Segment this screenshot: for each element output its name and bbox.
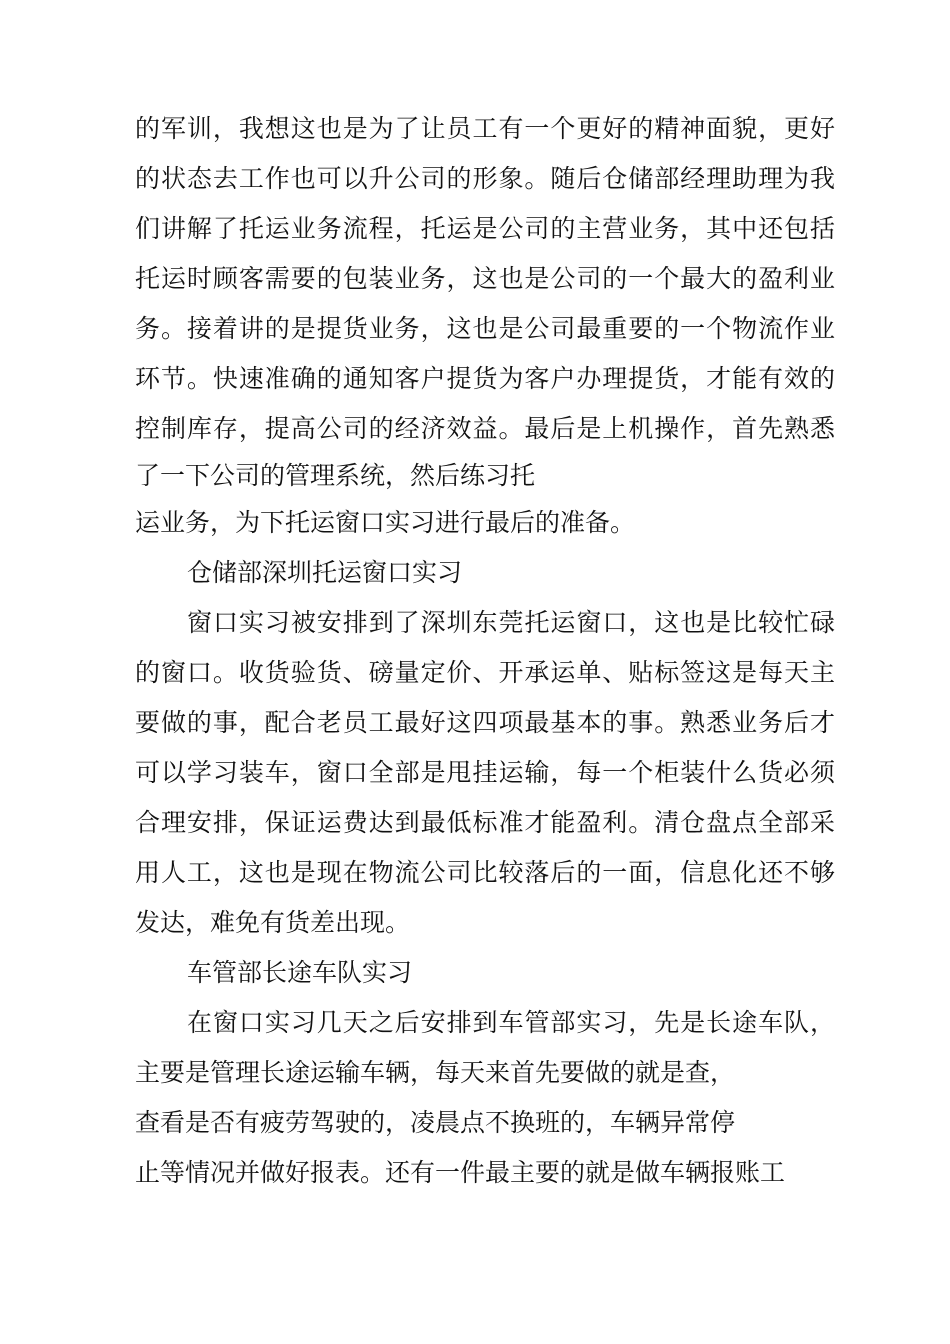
paragraph-line: 要做的事，配合老员工最好这四项最基本的事。熟悉业务后才 (135, 708, 835, 737)
section-heading: 仓储部深圳托运窗口实习 (187, 558, 463, 587)
paragraph-line: 的窗口。收货验货、磅量定价、开承运单、贴标签这是每天主 (135, 658, 835, 687)
paragraph-line: 控制库存，提高公司的经济效益。最后是上机操作，首先熟悉 (135, 414, 835, 443)
paragraph-line: 的状态去工作也可以升公司的形象。随后仓储部经理助理为我 (135, 164, 835, 193)
paragraph-line: 窗口实习被安排到了深圳东莞托运窗口，这也是比较忙碌 (187, 608, 835, 637)
paragraph-line: 合理安排，保证运费达到最低标准才能盈利。清仓盘点全部采 (135, 808, 835, 837)
paragraph-line: 主要是管理长途运输车辆，每天来首先要做的就是查， (135, 1058, 736, 1087)
paragraph-line: 在窗口实习几天之后安排到车管部实习，先是长途车队， (187, 1008, 835, 1037)
paragraph-line: 运业务，为下托运窗口实习进行最后的准备。 (135, 508, 636, 537)
paragraph-line: 了一下公司的管理系统，然后练习托 (135, 461, 536, 490)
paragraph-line: 用人工，这也是现在物流公司比较落后的一面，信息化还不够 (135, 858, 835, 887)
paragraph-line: 环节。快速准确的通知客户提货为客户办理提货，才能有效的 (135, 364, 835, 393)
paragraph-line: 务。接着讲的是提货业务，这也是公司最重要的一个物流作业 (135, 314, 835, 343)
paragraph-line: 们讲解了托运业务流程，托运是公司的主营业务，其中还包括 (135, 214, 835, 243)
paragraph-line: 止等情况并做好报表。还有一件最主要的就是做车辆报账工 (135, 1158, 786, 1187)
section-heading: 车管部长途车队实习 (187, 958, 413, 987)
paragraph-line: 可以学习装车，窗口全部是甩挂运输，每一个柜装什么货必须 (135, 758, 835, 787)
paragraph-line: 查看是否有疲劳驾驶的，凌晨点不换班的，车辆异常停 (135, 1108, 736, 1137)
paragraph-line: 的军训，我想这也是为了让员工有一个更好的精神面貌，更好 (135, 114, 835, 143)
paragraph-line: 托运时顾客需要的包装业务，这也是公司的一个最大的盈利业 (135, 264, 835, 293)
document-body (135, 104, 835, 1198)
paragraph-line: 发达，难免有货差出现。 (135, 908, 411, 937)
